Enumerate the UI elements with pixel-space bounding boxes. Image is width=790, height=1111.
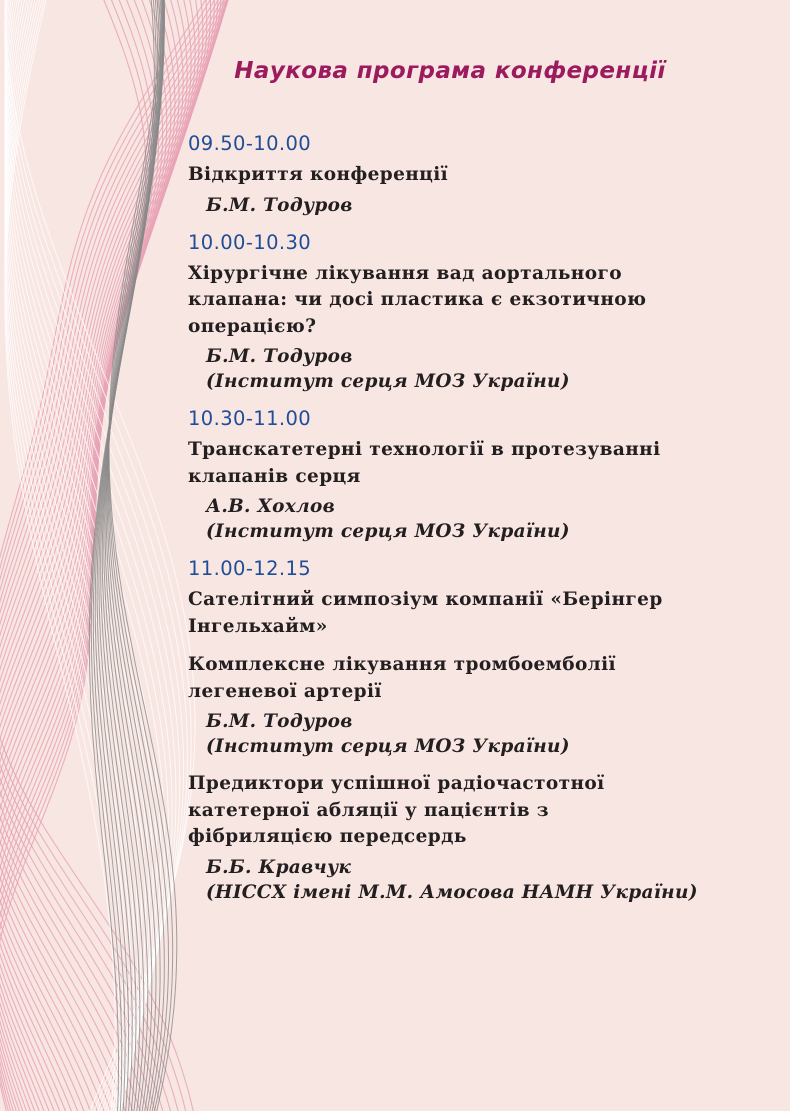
talk-title-line: легеневої артерії xyxy=(188,680,382,702)
talk-item xyxy=(188,162,778,218)
talk-title xyxy=(188,652,778,705)
speaker-name: Б.Б. Кравчук xyxy=(206,856,352,878)
session-block xyxy=(188,555,778,905)
speaker-affiliation: (Інститут серця МОЗ України) xyxy=(206,371,570,392)
session-time: 09.50-10.00 xyxy=(188,132,312,155)
speaker-affiliation: (Інститут серця МОЗ України) xyxy=(206,736,570,757)
talk-item xyxy=(188,771,778,905)
talk-title-line: клапана: чи досі пластика є екзотичною xyxy=(188,289,647,310)
talk-item xyxy=(188,587,778,640)
talk-item xyxy=(188,652,778,759)
session-block xyxy=(188,229,778,395)
session-block xyxy=(188,405,778,544)
talk-title-line: Інгельхайм» xyxy=(188,615,328,637)
talk-title xyxy=(188,162,778,189)
speaker-affiliation: (Інститут серця МОЗ України) xyxy=(206,521,570,542)
wave-line xyxy=(5,0,153,1111)
wave-line xyxy=(5,0,115,1111)
speaker-name: А.В. Хохлов xyxy=(206,496,336,517)
talk-title xyxy=(188,771,778,851)
session-time: 10.00-10.30 xyxy=(188,230,312,254)
talk-title-line: Транскатетерні технології в протезуванні xyxy=(188,439,661,460)
talk-item xyxy=(188,437,778,544)
talk-title-line: Сателітний симпозіум компанії «Берінгер xyxy=(188,589,663,610)
talk-item xyxy=(188,261,778,395)
talk-title-line: операцією? xyxy=(188,315,317,337)
speaker-name: Б.М. Тодуров xyxy=(206,711,353,732)
talk-title-line: Комплексне лікування тромбоемболії xyxy=(188,654,616,675)
talk-title xyxy=(188,587,778,640)
speaker-name: Б.М. Тодуров xyxy=(206,194,353,216)
talk-title xyxy=(188,437,778,490)
talk-title-line: Відкриття конференції xyxy=(188,164,449,185)
session-time: 11.00-12.15 xyxy=(188,557,312,580)
session-block xyxy=(188,130,778,218)
talk-title-line: клапанів серця xyxy=(188,465,361,487)
talk-title-line: Хірургічне лікування вад аортального xyxy=(188,262,622,284)
speaker-name: Б.М. Тодуров xyxy=(206,346,353,367)
talk-title-line: Предиктори успішної радіочастотної xyxy=(188,773,605,794)
session-time: 10.30-11.00 xyxy=(188,407,312,430)
talk-title xyxy=(188,261,778,341)
speaker-affiliation: (НІССХ імені М.М. Амосова НАМН України) xyxy=(206,881,698,903)
page-title: Наукова програма конференції xyxy=(234,58,666,84)
talk-title-line: фібриляцією передсердь xyxy=(188,826,467,847)
program-schedule xyxy=(188,130,778,916)
talk-title-line: катетерної абляції у пацієнтів з xyxy=(188,799,550,821)
